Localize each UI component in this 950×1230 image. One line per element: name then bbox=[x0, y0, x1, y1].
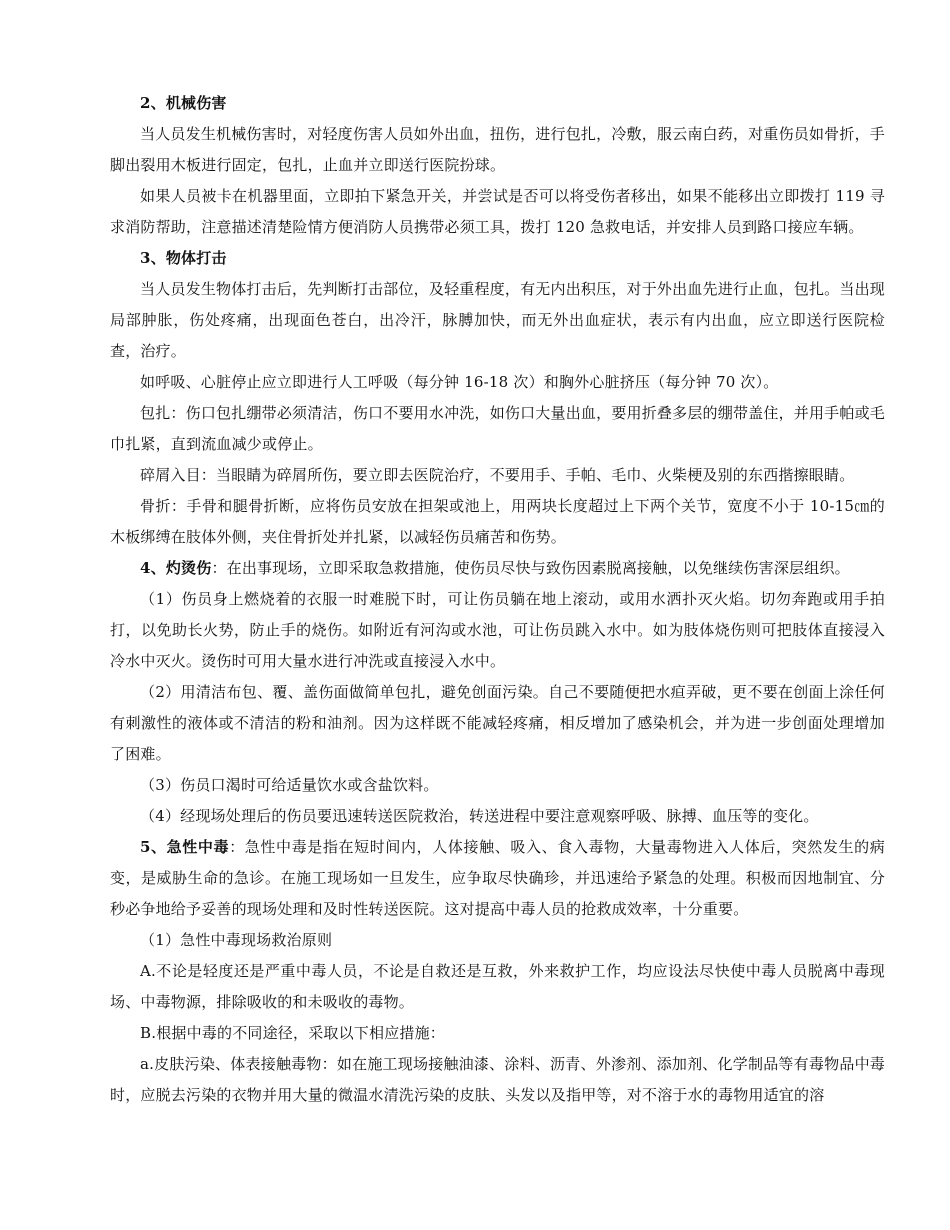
paragraph: 包扎：伤口包扎绷带必须清洁，伤口不要用水冲洗，如伤口大量出血，要用折叠多层的绷带盖住，并用手帕或毛巾扎紧，直到流血减少或停止。 bbox=[110, 404, 885, 453]
paragraph: B.根据中毒的不同途径，采取以下相应措施： bbox=[140, 1024, 445, 1042]
paragraph: 当人员发生机械伤害时，对轻度伤害人员如外出血，扭伤，进行包扎，冷敷，服云南白药，对重伤员如骨折，手脚出裂用木板进行固定，包扎，止血并立即送行医院扮球。 bbox=[110, 125, 885, 174]
paragraph-burns bbox=[110, 553, 885, 584]
paragraph-text: ：在出事现场，立即采取急救措施，使伤员尽快与致伤因素脱离接触，以免继续伤害深层组织。 bbox=[211, 559, 850, 577]
paragraph: 如果人员被卡在机器里面，立即拍下紧急开关，并尝试是否可以将受伤者移出，如果不能移出立即拨打 119 寻求消防帮助，注意描述清楚险情方便消防人员携带必须工具，拨打 120 急救电话，并安排人员到路口接应车辆。 bbox=[110, 187, 885, 236]
paragraph: （3）伤员口渴时可给适量饮水或含盐饮料。 bbox=[140, 776, 439, 794]
document-page bbox=[110, 88, 885, 1111]
section-heading-burns: 4、灼烫伤 bbox=[140, 559, 212, 577]
paragraph: 碎屑入目：当眼睛为碎屑所伤，要立即去医院治疗，不要用手、手帕、毛巾、火柴梗及别的东西揩擦眼睛。 bbox=[140, 466, 855, 484]
paragraph: A.不论是轻度还是严重中毒人员，不论是自救还是互救，外来救护工作，均应设法尽快使中毒人员脱离中毒现场、中毒物源，排除吸收的和未吸收的毒物。 bbox=[110, 962, 885, 1011]
paragraph: 当人员发生物体打击后，先判断打击部位，及轻重程度，有无内出积压，对于外出血先进行止血，包扎。当出现局部肿胀，伤处疼痛，出现面色苍白，出冷汗，脉膊加快，而无外出血症状，表示有内出血，应立即送行医院检查，治疗。 bbox=[110, 280, 885, 360]
paragraph: （1）急性中毒现场救治原则 bbox=[140, 931, 333, 949]
paragraph-text: ：急性中毒是指在短时间内，人体接触、吸入、食入毒物，大量毒物进入人体后，突然发生的病变，是威胁生命的急诊。在施工现场如一旦发生，应争取尽快确珍，并迅速给予紧急的处理。积极而因地制宜、分秒必争地给予妥善的现场处理和及时性转送医院。这对提高中毒人员的抢救成效率，十分重要。 bbox=[110, 838, 885, 918]
paragraph: 骨折：手骨和腿骨折断，应将伤员安放在担架或池上，用两块长度超过上下两个关节，宽度不小于 10-15㎝的木板绑缚在肢体外侧，夹住骨折处并扎紧，以减轻伤员痛苦和伤势。 bbox=[110, 497, 885, 546]
paragraph: （1）伤员身上燃烧着的衣服一时难脱下时，可让伤员躺在地上滚动，或用水洒扑灭火焰。切勿奔跑或用手拍打，以免助长火势，防止手的烧伤。如附近有河沟或水池，可让伤员跳入水中。如为肢体烧伤则可把肢体直接浸入冷水中灭火。烫伤时可用大量水进行冲洗或直接浸入水中。 bbox=[110, 590, 885, 670]
paragraph-poisoning bbox=[110, 832, 885, 925]
paragraph: （2）用清洁布包、覆、盖伤面做简单包扎，避免创面污染。自己不要随便把水疸弄破，更不要在创面上涂任何有刺激性的液体或不清洁的粉和油剂。因为这样既不能减轻疼痛，相反增加了感染机会，并为进一步创面处理增加了困难。 bbox=[110, 683, 885, 763]
section-heading-mechanical-injury: 2、机械伤害 bbox=[140, 94, 227, 112]
paragraph: （4）经现场处理后的伤员要迅速转送医院救治，转送进程中要注意观察呼吸、脉搏、血压等的变化。 bbox=[140, 807, 819, 825]
paragraph: a.皮肤污染、体表接触毒物：如在施工现场接触油漆、涂料、沥青、外渗剂、添加剂、化学制品等有毒物品中毒时，应脱去污染的衣物并用大量的微温水清洗污染的皮肤、头发以及指甲等，对不溶于水的毒物用适宜的溶 bbox=[110, 1055, 885, 1104]
paragraph: 如呼吸、心脏停止应立即进行人工呼吸（每分钟 16-18 次）和胸外心脏挤压（每分钟 70 次）。 bbox=[140, 373, 779, 391]
section-heading-poisoning: 5、急性中毒 bbox=[140, 838, 230, 856]
section-heading-object-strike: 3、物体打击 bbox=[140, 249, 227, 267]
